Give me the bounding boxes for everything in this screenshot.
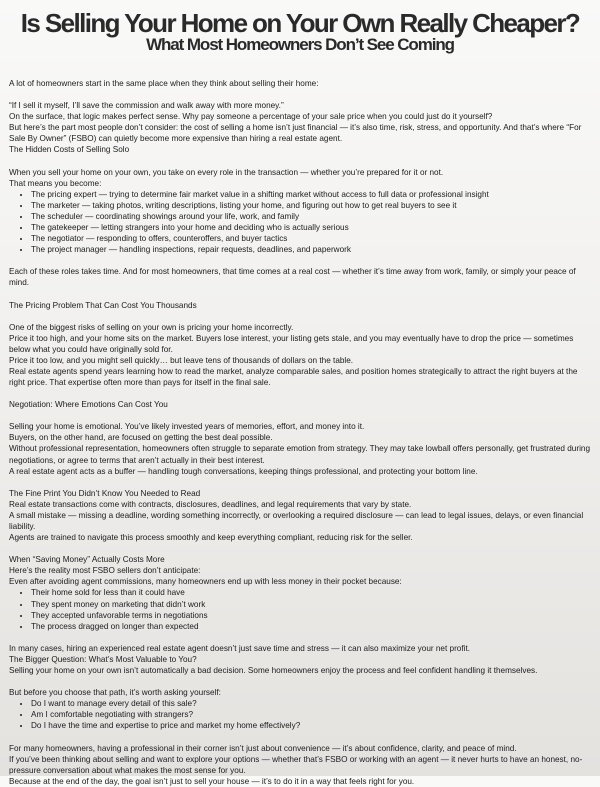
pricing-paragraph: Real estate agents spend years learning how to read the market, analyze comparable sales, and position homes strategically to attract the right buyers at the right price. That expertise often more than pays for itself in the final sale. (9, 366, 578, 388)
list-item: • The gatekeeper — letting strangers into your home and deciding who is actually serious (31, 222, 591, 233)
saving-paragraph: Here’s the reality most FSBO sellers don’t anticipate: (9, 566, 201, 576)
question-paragraph: Selling your home on your own isn’t automatically a bad decision. Some homeowners enjoy the process and feel confident handling it themselves. (9, 666, 538, 676)
list-item: • The marketer — taking photos, writing descriptions, listing your home, and figuring out how to get real buyers to see it (31, 200, 591, 211)
section-heading-negotiation: Negotiation: Where Emotions Can Cost You (9, 400, 168, 410)
document-header (9, 0, 591, 53)
pricing-paragraph: Price it too low, and you might sell quickly… but leave tens of thousands of dollars on the table. (9, 355, 354, 365)
section-heading-bigger-question: The Bigger Question: What’s Most Valuable to You? (9, 654, 197, 664)
pricing-paragraph: One of the biggest risks of selling on your own is pricing your home incorrectly. (9, 322, 294, 332)
section-heading-fine-print: The Fine Print You Didn’t Know You Needed to Read (9, 488, 201, 498)
list-item: • The process dragged on longer than expected (31, 621, 591, 632)
saving-paragraph: Even after avoiding agent commissions, many homeowners end up with less money in their pocket because: (9, 577, 402, 587)
negotiation-paragraph: Buyers, on the other hand, are focused on getting the best deal possible. (9, 433, 273, 443)
list-item: • Do I want to manage every detail of this sale? (31, 698, 591, 709)
intro-paragraph: On the surface, that logic makes perfect sense. Why pay someone a percentage of your sale price when you could just do it yourself? (9, 112, 493, 122)
list-item: • The scheduler — coordinating showings around your life, work, and family (31, 211, 591, 222)
section-heading-saving-money: When “Saving Money” Actually Costs More (9, 555, 165, 565)
section-heading-hidden-costs: The Hidden Costs of Selling Solo (9, 145, 130, 155)
roles-list (9, 189, 591, 256)
list-item: • The project manager — handling inspections, repair requests, deadlines, and paperwork (31, 244, 591, 255)
negotiation-paragraph: Without professional representation, homeowners often struggle to separate emotion from strategy. They may take lowball offers personally, get frustrated during negotiations, or agree to terms that aren’t actually in their best interest. (9, 444, 591, 465)
saving-paragraph: In many cases, hiring an experienced real estate agent doesn’t just save time and stress — it can also maximize your net profit. (9, 643, 471, 653)
fineprint-paragraph: Agents are trained to navigate this process smoothly and keep everything compliant, reducing risk for the seller. (9, 533, 413, 543)
saving-list (9, 587, 591, 631)
closing-paragraph: Because at the end of the day, the goal isn’t just to sell your house — it’s to do it in a way that feels right for you. (9, 776, 415, 786)
page-subtitle: What Most Homeowners Don’t See Coming (146, 35, 454, 54)
page-title: Is Selling Your Home on Your Own Really Cheaper? (20, 8, 580, 38)
list-item: • Their home sold for less than it could have (31, 587, 591, 598)
section-heading-pricing: The Pricing Problem That Can Cost You Thousands (9, 300, 197, 310)
negotiation-paragraph: A real estate agent acts as a buffer — handling tough conversations, keeping things professional, and protecting your bottom line. (9, 466, 478, 476)
list-item: • Do I have the time and expertise to price and market my home effectively? (31, 720, 591, 731)
negotiation-paragraph: Selling your home is emotional. You’ve likely invested years of memories, effort, and money into it. (9, 422, 365, 432)
roles-paragraph: Each of these roles takes time. And for most homeowners, that time comes at a real cost — whether it’s time away from work, family, or simply your peace of mind. (9, 267, 576, 288)
pricing-paragraph: Price it too high, and your home sits on the market. Buyers lose interest, your listing gets stale, and you may eventually have to drop the price — sometimes below what you could have originally sold for. (9, 333, 574, 354)
fineprint-paragraph: Real estate transactions come with contracts, disclosures, deadlines, and legal requirements that vary by state. (9, 499, 412, 509)
list-item: • They spent money on marketing that didn’t work (31, 599, 591, 610)
intro-quote: “If I sell it myself, I’ll save the commission and walk away with more money.” (9, 101, 284, 111)
closing-paragraph: If you’ve been thinking about selling and want to explore your options — whether that’s FSBO or working with an agent — it never hurts to have an honest, no-pressure conversation about what makes the most sense for you. (9, 754, 583, 775)
intro-paragraph: But here’s the part most people don’t consider: the cost of selling a home isn’t just financial — it’s also time, risk, stress, and opportunity. And that’s where “For Sale By Owner” (FSBO) can quietly become more expensive than hiring a real estate agent. (9, 123, 582, 144)
roles-paragraph: When you sell your home on your own, you take on every role in the transaction — whether you’re prepared for it or not. (9, 167, 444, 177)
list-item: • They accepted unfavorable terms in negotiations (31, 610, 591, 621)
closing-paragraph: For many homeowners, having a professional in their corner isn’t just about convenience — it’s about confidence, clarity, and peace of mind. (9, 743, 517, 753)
list-item: • The negotiator — responding to offers, counteroffers, and buyer tactics (31, 233, 591, 244)
list-item: • Am I comfortable negotiating with strangers? (31, 709, 591, 720)
question-list (9, 698, 591, 731)
list-item: • The pricing expert — trying to determine fair market value in a shifting market without access to full data or professional insight (31, 189, 591, 200)
roles-paragraph: That means you become: (9, 178, 102, 188)
article-body (9, 78, 591, 787)
intro-paragraph: A lot of homeowners start in the same place when they think about selling their home: (9, 79, 319, 88)
fineprint-paragraph: A small mistake — missing a deadline, wording something incorrectly, or overlooking a required disclosure — can lead to legal issues, delays, or even financial liability. (9, 510, 584, 531)
question-paragraph: But before you choose that path, it’s worth asking yourself: (9, 688, 221, 698)
